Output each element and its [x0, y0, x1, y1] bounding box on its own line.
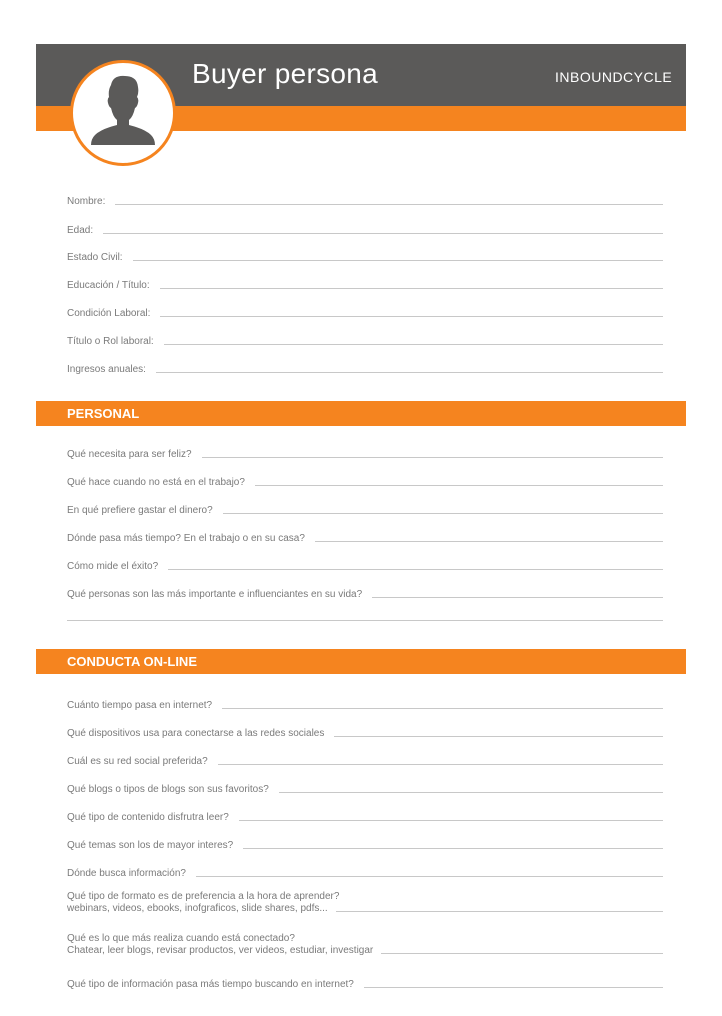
question-label: Qué tipo de contenido disfrutra leer? — [67, 812, 229, 823]
answer-line[interactable] — [67, 620, 663, 621]
field-line — [196, 876, 663, 877]
page-title: Buyer persona — [192, 58, 379, 89]
user-silhouette-icon — [73, 63, 173, 163]
field-titulo-rol[interactable] — [67, 330, 663, 348]
field-line — [239, 820, 663, 821]
field-nombre[interactable] — [67, 190, 663, 208]
field-label: Ingresos anuales: — [67, 364, 146, 375]
question-hint: webinars, videos, ebooks, inofgraficos, slide shares, pdfs... — [67, 903, 328, 914]
question-field-two-line[interactable] — [67, 933, 663, 957]
field-line — [243, 848, 663, 849]
field-line — [255, 485, 663, 486]
brand-logo: INBOUNDCYCLE — [555, 69, 673, 85]
question-field[interactable] — [67, 778, 663, 796]
field-label: Título o Rol laboral: — [67, 336, 154, 347]
field-estado-civil[interactable] — [67, 246, 663, 264]
question-label: Cuál es su red social preferida? — [67, 756, 208, 767]
question-label: Qué blogs o tipos de blogs son sus favoritos? — [67, 784, 269, 795]
question-field[interactable] — [67, 583, 663, 601]
question-label: Qué dispositivos usa para conectarse a las redes sociales — [67, 728, 325, 739]
question-label: Qué tipo de formato es de preferencia a la hora de aprender? — [67, 891, 340, 902]
field-line — [381, 953, 663, 954]
field-label: Edad: — [67, 225, 94, 236]
question-field[interactable] — [67, 722, 663, 740]
field-line — [218, 764, 663, 765]
field-line — [336, 911, 663, 912]
question-label: Qué hace cuando no está en el trabajo? — [67, 477, 245, 488]
field-line — [156, 372, 663, 373]
field-line — [160, 316, 663, 317]
question-label: Dónde pasa más tiempo? En el trabajo o en su casa? — [67, 533, 305, 544]
question-label: Qué tipo de información pasa más tiempo buscando en internet? — [67, 979, 354, 990]
question-field[interactable] — [67, 443, 663, 461]
section-title: CONDUCTA ON-LINE — [67, 654, 197, 669]
field-label: Estado Civil: — [67, 252, 123, 263]
field-line — [168, 569, 663, 570]
field-line — [160, 288, 663, 289]
field-line — [279, 792, 663, 793]
avatar — [70, 60, 176, 166]
field-line — [372, 597, 663, 598]
question-label: Cómo mide el éxito? — [67, 561, 159, 572]
question-field[interactable] — [67, 527, 663, 545]
question-field[interactable] — [67, 973, 663, 991]
question-field[interactable] — [67, 862, 663, 880]
question-field[interactable] — [67, 471, 663, 489]
field-line — [315, 541, 663, 542]
field-line — [202, 457, 663, 458]
field-line — [334, 736, 663, 737]
field-line — [115, 204, 663, 205]
question-field[interactable] — [67, 694, 663, 712]
section-personal-bar — [36, 401, 686, 426]
field-ingresos[interactable] — [67, 358, 663, 376]
field-line — [133, 260, 663, 261]
question-field[interactable] — [67, 806, 663, 824]
question-label: Qué personas son las más importante e influenciantes en su vida? — [67, 589, 363, 600]
question-hint: Chatear, leer blogs, revisar productos, ver videos, estudiar, investigar — [67, 945, 374, 956]
field-line — [103, 233, 663, 234]
section-online-bar — [36, 649, 686, 674]
question-label: Qué necesita para ser feliz? — [67, 449, 192, 460]
question-label: Dónde busca información? — [67, 868, 186, 879]
field-line — [164, 344, 663, 345]
question-field[interactable] — [67, 555, 663, 573]
field-line — [364, 987, 663, 988]
field-condicion-laboral[interactable] — [67, 302, 663, 320]
question-label: Qué temas son los de mayor interes? — [67, 840, 234, 851]
question-label: Cuánto tiempo pasa en internet? — [67, 700, 213, 711]
question-field[interactable] — [67, 750, 663, 768]
field-line — [223, 513, 663, 514]
field-educacion[interactable] — [67, 274, 663, 292]
question-field-two-line[interactable] — [67, 891, 663, 915]
field-line — [222, 708, 663, 709]
question-label: Qué es lo que más realiza cuando está conectado? — [67, 933, 295, 944]
field-label: Educación / Título: — [67, 280, 150, 291]
question-label: En qué prefiere gastar el dinero? — [67, 505, 213, 516]
field-label: Nombre: — [67, 196, 106, 207]
question-field[interactable] — [67, 834, 663, 852]
question-field[interactable] — [67, 499, 663, 517]
section-title: PERSONAL — [67, 406, 140, 421]
field-edad[interactable] — [67, 219, 663, 237]
field-label: Condición Laboral: — [67, 308, 151, 319]
